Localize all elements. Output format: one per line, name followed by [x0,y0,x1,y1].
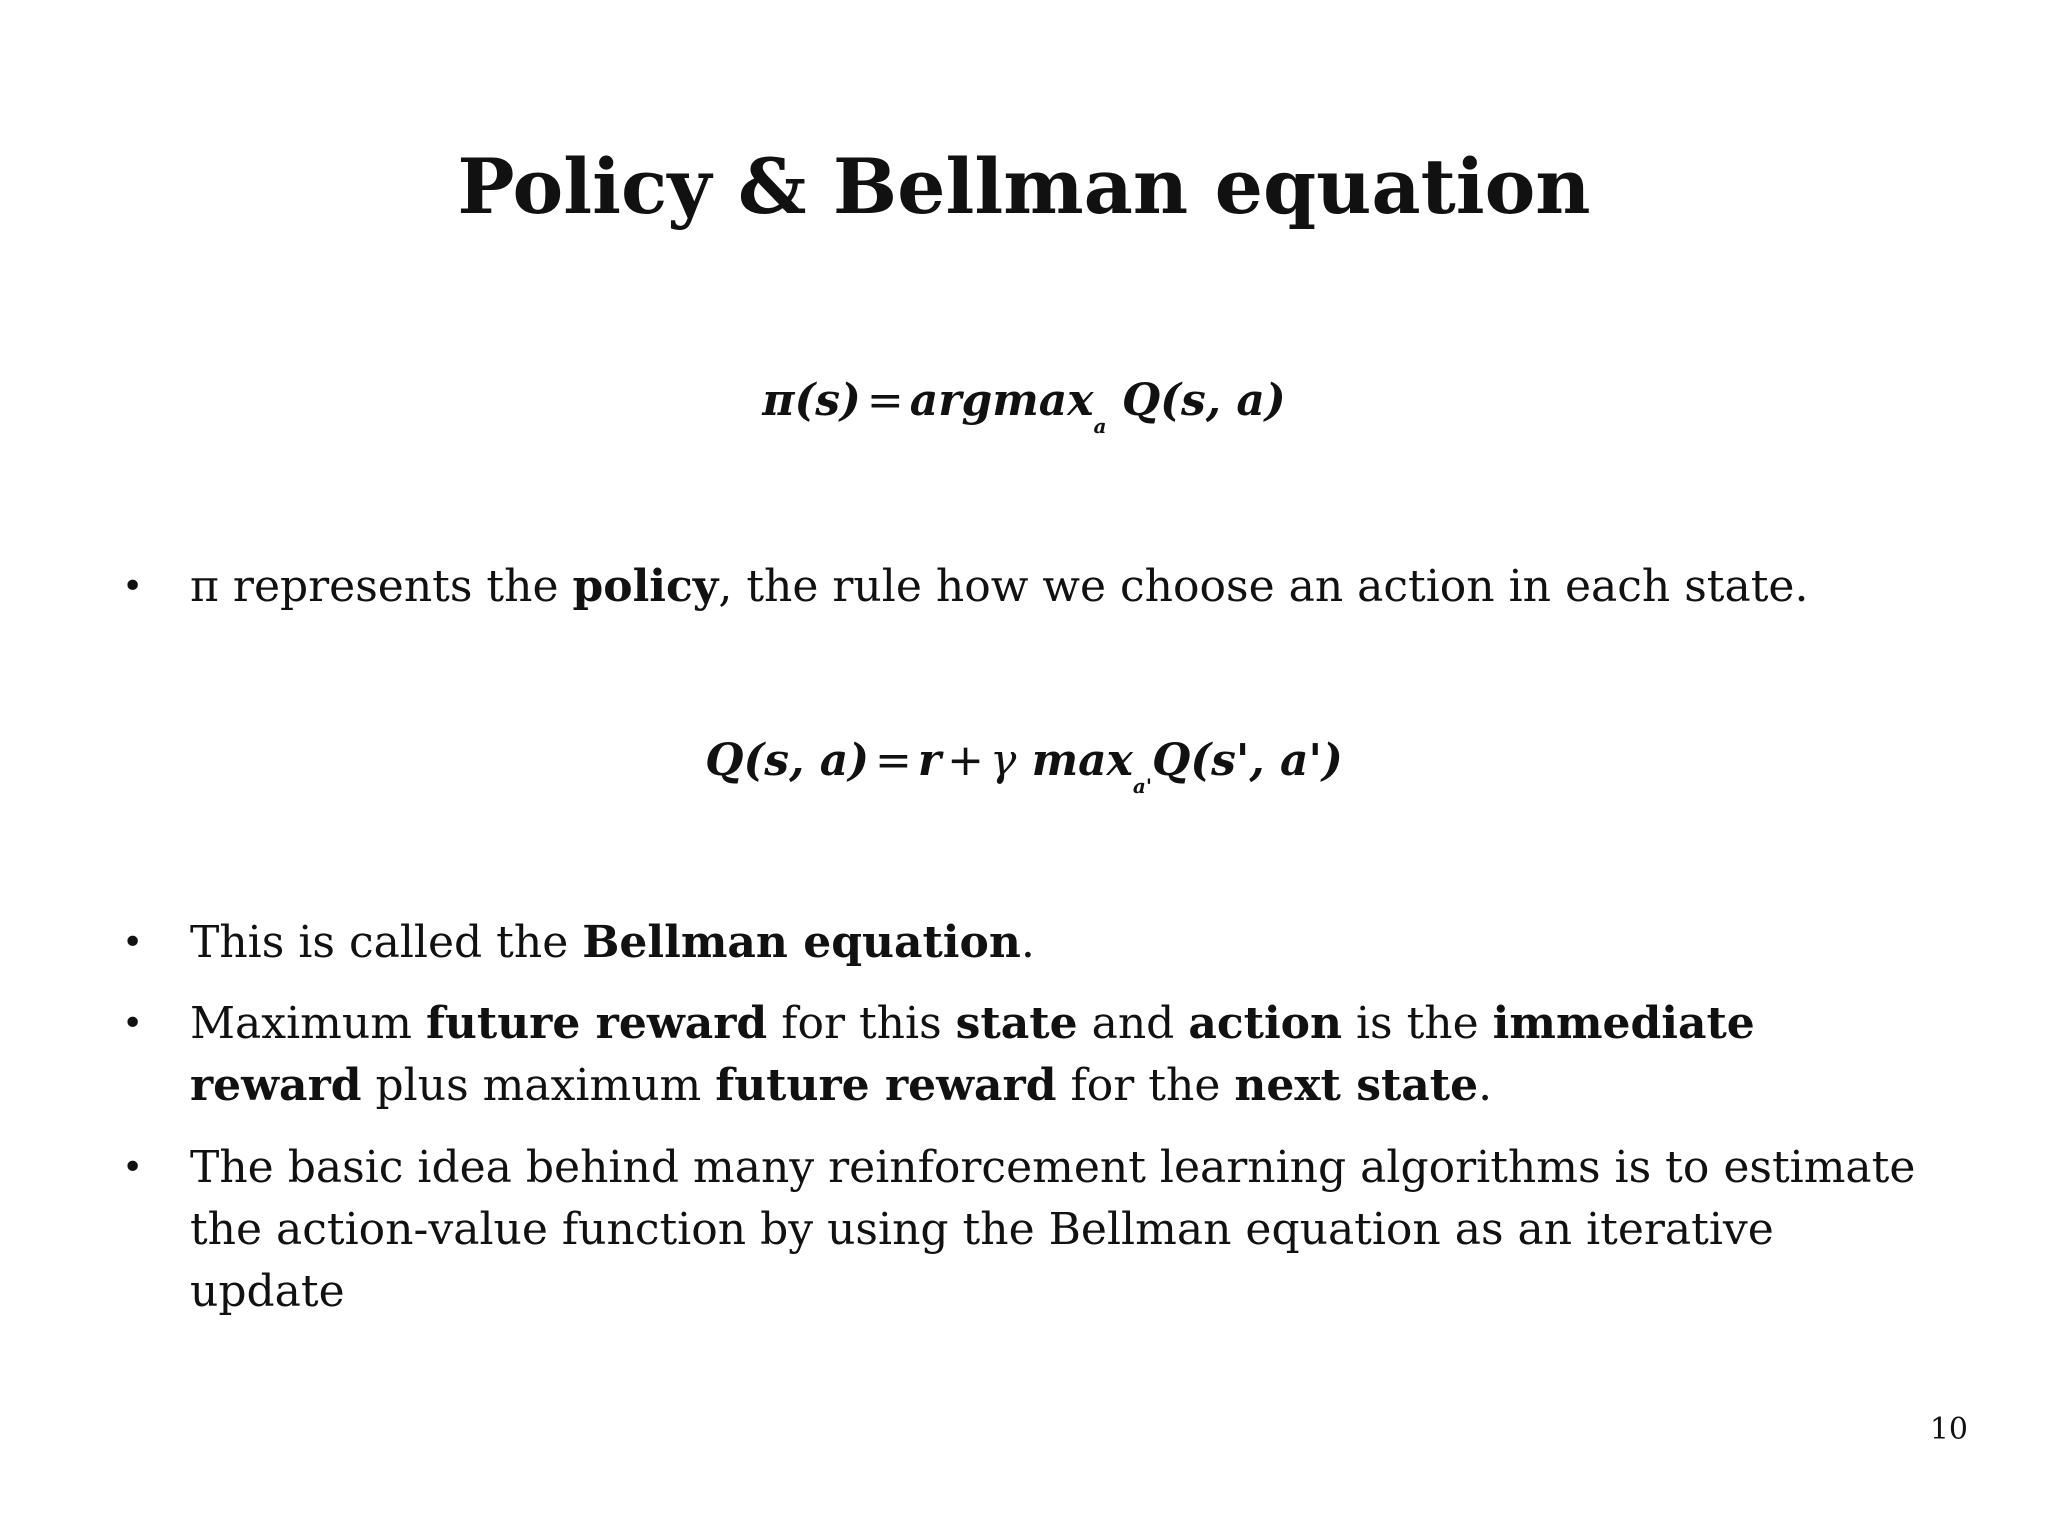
bellman-equation-lhs: Q(s, a) [705,735,870,786]
bullet-bold-text: next state [1234,1060,1479,1111]
bullet-bold-text: immediate reward [190,998,1755,1111]
page-number: 10 [1929,1412,1968,1447]
bullet-text: Maximum [190,998,426,1049]
policy-equation-subscript: a [1093,414,1107,438]
bellman-equation-subscript: a' [1132,774,1153,798]
bellman-equation-gamma: γ [989,735,1017,786]
bellman-equation-plus: + [947,735,984,786]
bullet-bold-text: state [955,998,1078,1049]
bullet-text: The basic idea behind many reinforcement learning algorithms is to estimate the action-value function by using the Bellman equation as an iterative update [190,1142,1916,1317]
policy-equation-rhs: Q(s, a) [1121,375,1286,426]
bullet-bold-text: action [1188,998,1342,1049]
bellman-equation-operator: max [1031,735,1133,786]
policy-equation-lhs: π(s) [762,375,861,426]
bullet-text: . [1478,1060,1493,1111]
bullet-policy [190,556,1940,618]
bullet-text: for this [767,998,956,1049]
bullet-text: is the [1342,998,1493,1049]
bullet-text: plus maximum [361,1060,716,1111]
policy-equation [0,375,2048,438]
policy-equation-equals: = [866,375,904,426]
bellman-equation-rhs: Q(s', a') [1152,735,1343,786]
bullet-bellman [190,912,1940,974]
slide-title: Policy & Bellman equation [457,142,1591,231]
bullet-text: for the [1056,1060,1235,1111]
bullet-text: and [1077,998,1189,1049]
bullet-basic-idea [190,1137,1940,1323]
bellman-equation [0,735,2048,798]
policy-equation-operator: argmax [909,375,1094,426]
bullet-text: . [1020,917,1035,968]
bullet-bold-text: future reward [425,998,768,1049]
bullet-text: , the rule how we choose an action in each state. [718,561,1809,612]
bullet-bold-text: Bellman equation [582,917,1021,968]
bullet-bold-text: future reward [715,1060,1057,1111]
bullet-text: This is called the [190,917,583,968]
bullet-bold-text: policy [572,561,719,612]
bullet-text: π represents the [190,561,573,612]
bellman-equation-equals: = [875,735,912,786]
bellman-equation-reward: r [917,735,942,786]
bullet-future-reward [190,993,1940,1117]
